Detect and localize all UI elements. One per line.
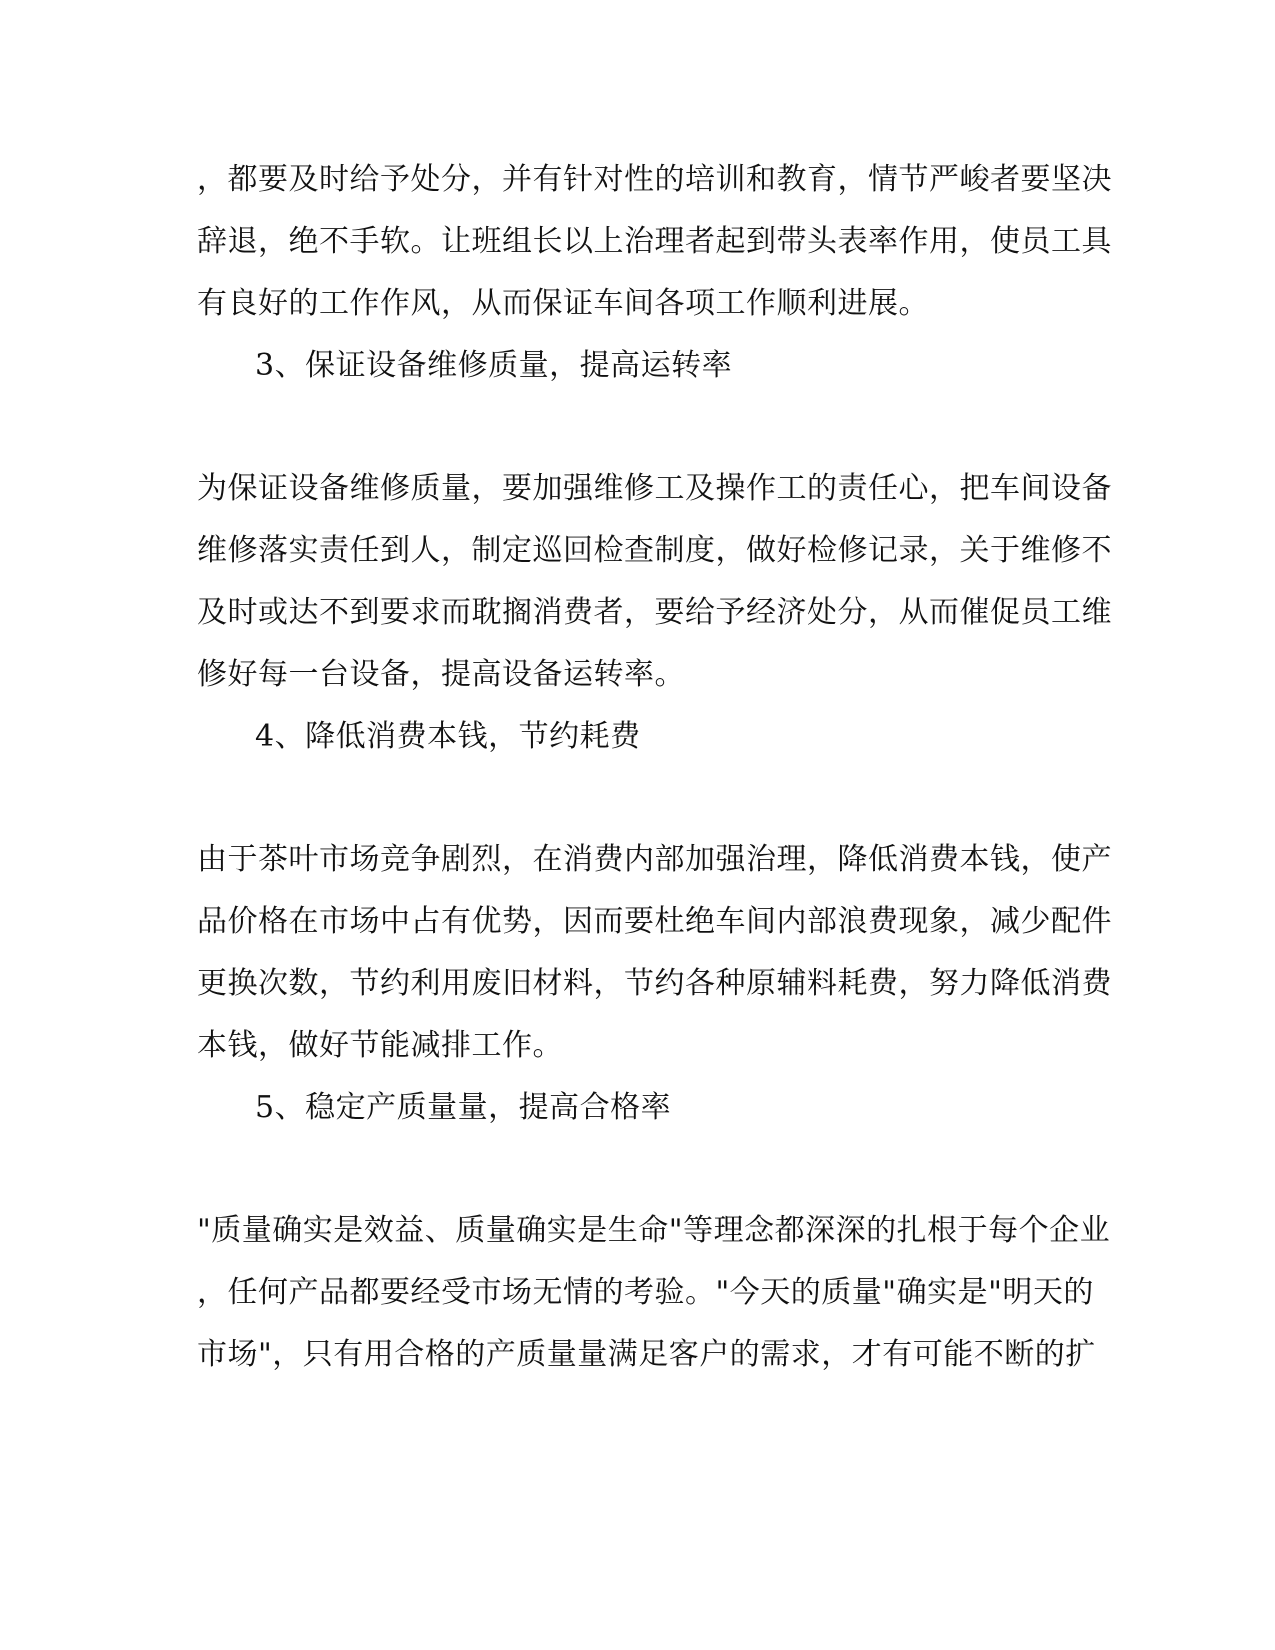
paragraph-line: 修好每一台设备，提高设备运转率。	[197, 657, 685, 692]
paragraph-line: "质量确实是效益、质量确实是生命"等理念都深深的扎根于每个企业	[197, 1213, 1111, 1248]
paragraph-line: 品价格在市场中占有优势，因而要杜绝车间内部浪费现象，减少配件	[197, 904, 1112, 939]
paragraph-line: 有良好的工作作风，从而保证车间各项工作顺利进展。	[197, 286, 929, 321]
paragraph-line: 辞退，绝不手软。让班组长以上治理者起到带头表率作用，使员工具	[197, 224, 1112, 259]
section-heading-5: 5、稳定产质量量，提高合格率	[255, 1090, 672, 1125]
paragraph-line: 本钱，做好节能减排工作。	[197, 1028, 563, 1063]
paragraph-line: ，都要及时给予处分，并有针对性的培训和教育，情节严峻者要坚决	[197, 162, 1112, 197]
paragraph-line: 更换次数，节约利用废旧材料，节约各种原辅料耗费，努力降低消费	[197, 966, 1112, 1001]
paragraph-line: ，任何产品都要经受市场无情的考验。"今天的质量"确实是"明天的	[197, 1275, 1094, 1310]
paragraph-line: 维修落实责任到人，制定巡回检查制度，做好检修记录，关于维修不	[197, 533, 1112, 568]
paragraph-line: 市场"，只有用合格的产质量量满足客户的需求，才有可能不断的扩	[197, 1337, 1096, 1372]
paragraph-line: 由于茶叶市场竞争剧烈，在消费内部加强治理，降低消费本钱，使产	[197, 842, 1112, 877]
paragraph-line: 及时或达不到要求而耽搁消费者，要给予经济处分，从而催促员工维	[197, 595, 1112, 630]
paragraph-line: 为保证设备维修质量，要加强维修工及操作工的责任心，把车间设备	[197, 471, 1112, 506]
section-heading-4: 4、降低消费本钱，节约耗费	[255, 719, 641, 754]
section-heading-3: 3、保证设备维修质量，提高运转率	[255, 348, 733, 383]
